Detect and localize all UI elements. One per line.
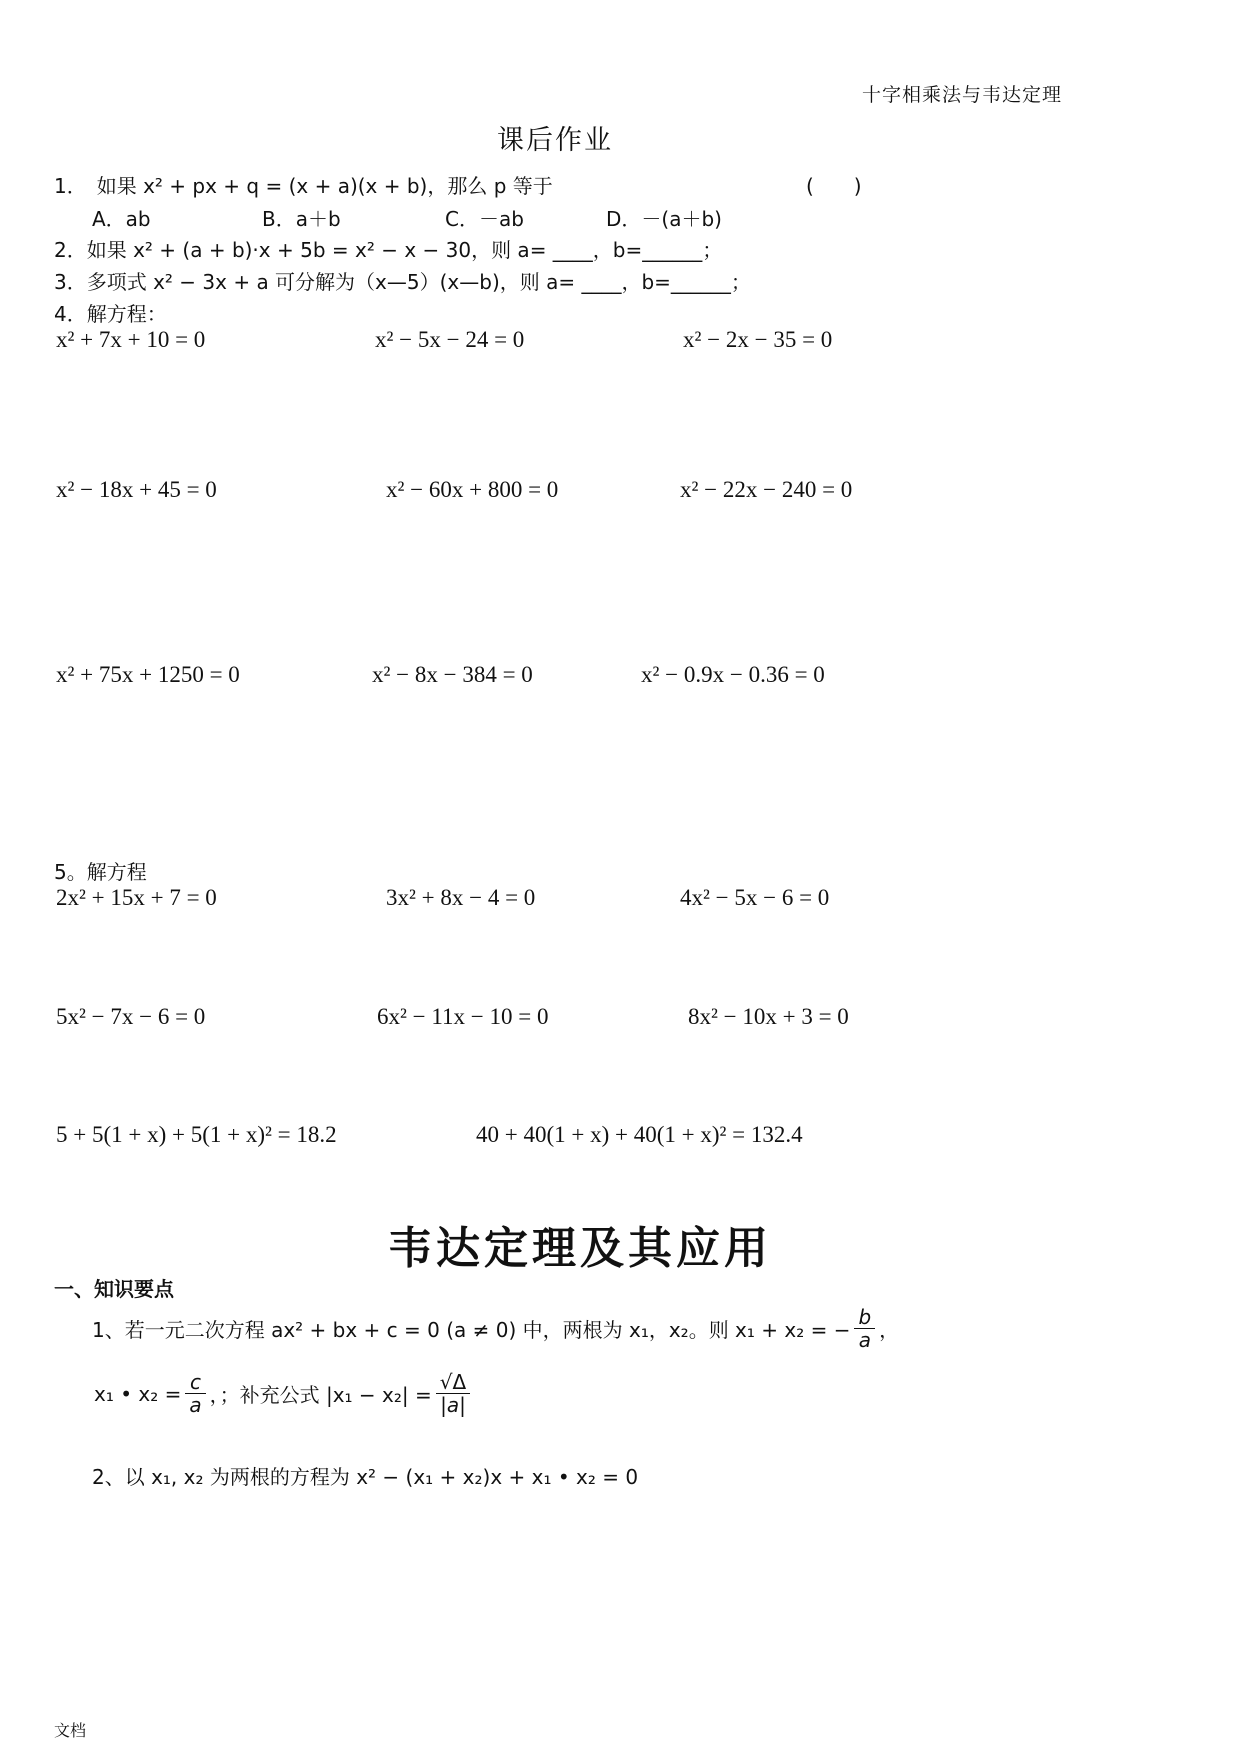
equation: 40 + 40(1 + x) + 40(1 + x)² = 132.4 xyxy=(476,1122,803,1147)
equation: 5x² − 7x − 6 = 0 xyxy=(56,1004,206,1029)
vieta-point-2: 2、以 x₁, x₂ 为两根的方程为 x² − (x₁ + x₂)x + x₁ • x₂ = 0 xyxy=(92,1465,639,1489)
supplement-formula-text: ，；补充公式 |x₁ − x₂| = xyxy=(209,1383,432,1407)
vieta-product-line xyxy=(94,1371,474,1416)
equation: x² − 22x − 240 = 0 xyxy=(680,477,853,502)
equation: x² + 75x + 1250 = 0 xyxy=(56,662,240,687)
footer-label: 文档 xyxy=(54,1721,87,1740)
question-1-stem: 1． 如果 x² + px + q = (x + a)(x + b)，那么 p 等于 xyxy=(54,174,553,198)
question-3: 3．多项式 x² − 3x + a 可分解为（x—5）(x—b)，则 a= ____，b=______； xyxy=(54,270,751,294)
equation: x² − 5x − 24 = 0 xyxy=(375,327,525,352)
equation: x² − 18x + 45 = 0 xyxy=(56,477,217,502)
question-1-option-d: D．－(a＋b) xyxy=(606,207,722,231)
section-title: 韦达定理及其应用 xyxy=(388,1223,772,1274)
question-1-option-b: B．a＋b xyxy=(262,207,341,231)
question-1-option-a: A．ab xyxy=(92,207,151,231)
fraction-denominator: a xyxy=(858,1328,871,1352)
equation: 5 + 5(1 + x) + 5(1 + x)² = 18.2 xyxy=(56,1122,337,1147)
vieta-sum-text: 1、若一元二次方程 ax² + bx + c = 0 (a ≠ 0) 中，两根为 x₁，x₂。则 x₁ + x₂ = − xyxy=(92,1318,851,1342)
running-header: 十字相乘法与韦达定理 xyxy=(862,84,1063,106)
vieta-point-1 xyxy=(92,1306,899,1351)
fraction-c-over-a xyxy=(185,1371,205,1416)
equation: x² − 60x + 800 = 0 xyxy=(386,477,559,502)
fraction-numerator: b xyxy=(854,1306,875,1329)
question-5-label: 5。解方程 xyxy=(54,860,147,884)
question-4-label: 4．解方程： xyxy=(54,302,167,326)
equation: x² + 7x + 10 = 0 xyxy=(56,327,206,352)
question-1-option-c: C．－ab xyxy=(445,207,524,231)
fraction-denominator: |a| xyxy=(440,1393,466,1417)
question-2: 2．如果 x² + (a + b)·x + 5b = x² − x − 30，则 a= ____，b=______； xyxy=(54,238,723,262)
fraction-b-over-a xyxy=(854,1306,875,1351)
fraction-numerator: c xyxy=(185,1371,205,1394)
fraction-numerator: √Δ xyxy=(436,1371,470,1394)
equation: x² − 8x − 384 = 0 xyxy=(372,662,533,687)
equation: x² − 0.9x − 0.36 = 0 xyxy=(641,662,825,687)
punctuation: ， xyxy=(879,1318,900,1342)
vieta-product-text: x₁ • x₂ = xyxy=(94,1381,182,1406)
equation: 8x² − 10x + 3 = 0 xyxy=(688,1004,849,1029)
equation: 2x² + 15x + 7 = 0 xyxy=(56,885,217,910)
fraction-denominator: a xyxy=(189,1393,202,1417)
equation: 3x² + 8x − 4 = 0 xyxy=(386,885,536,910)
homework-title: 课后作业 xyxy=(497,125,613,156)
equation: 6x² − 11x − 10 = 0 xyxy=(377,1004,549,1029)
question-1-answer-paren: ( ) xyxy=(806,174,862,198)
equation: 4x² − 5x − 6 = 0 xyxy=(680,885,830,910)
fraction-sqrt-delta-over-abs-a xyxy=(436,1371,470,1416)
equation: x² − 2x − 35 = 0 xyxy=(683,327,833,352)
knowledge-points-heading: 一、知识要点 xyxy=(54,1277,174,1301)
